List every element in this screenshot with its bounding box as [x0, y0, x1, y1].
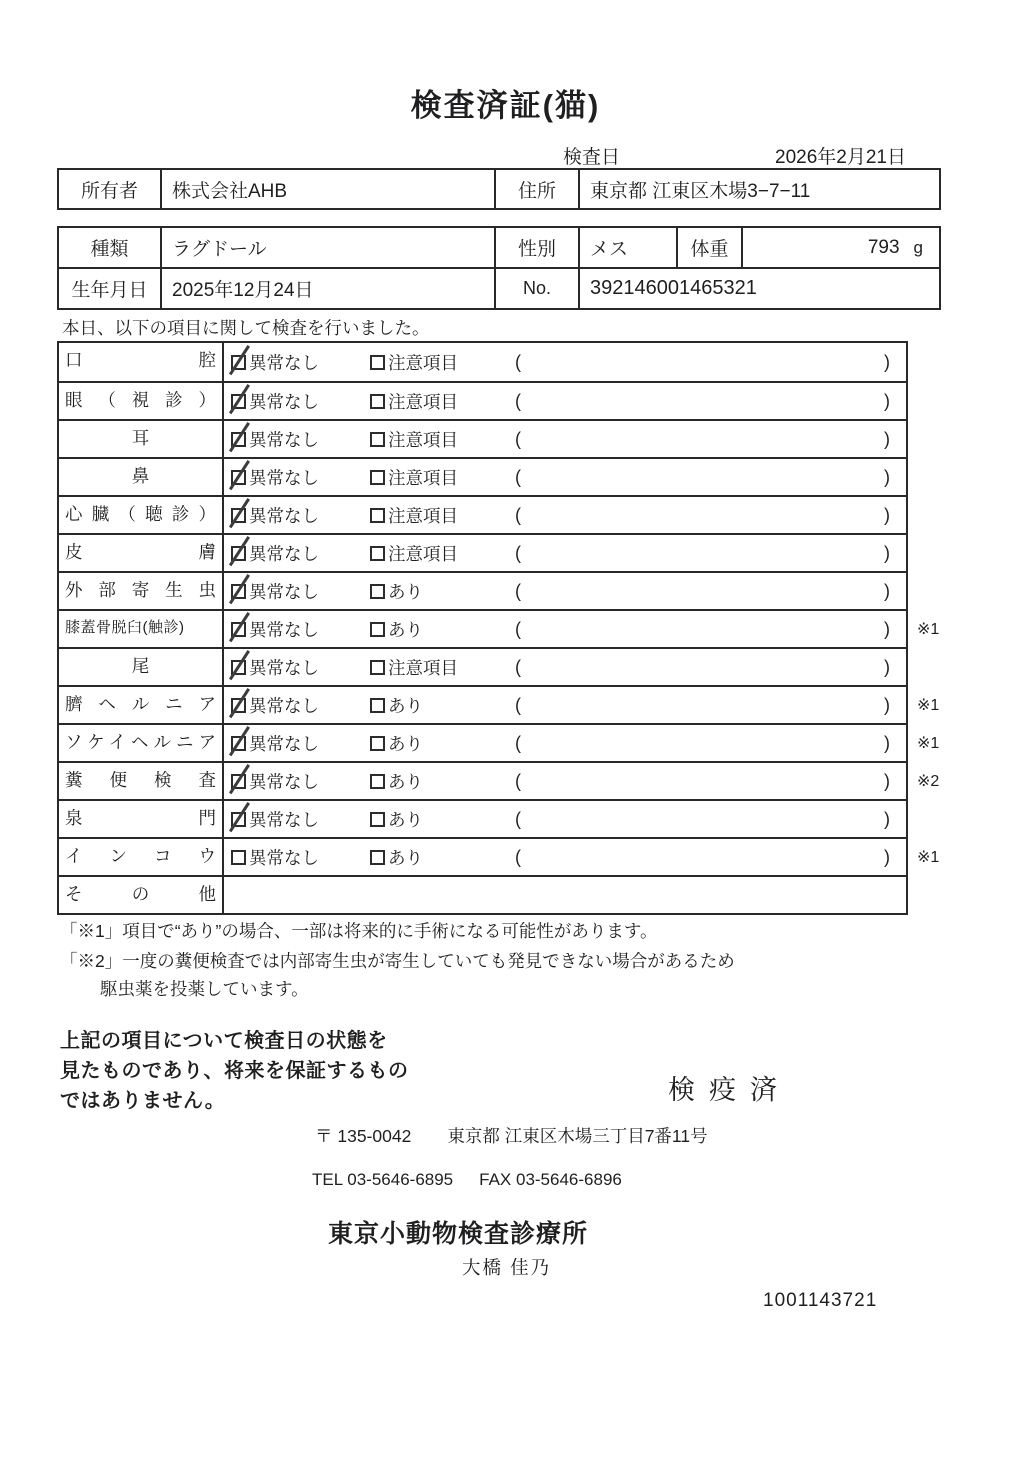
remarks-field: [515, 391, 906, 412]
issue-checkbox: [370, 470, 385, 485]
remarks-field: [515, 619, 906, 640]
no-abnormality-label: 異常なし: [249, 619, 319, 640]
no-abnormality-checkbox: [231, 546, 246, 561]
option-issue: [370, 579, 515, 604]
paren-open: (: [515, 694, 521, 715]
exam-row-content: [224, 573, 906, 609]
paren-open: (: [515, 770, 521, 791]
paren-open: (: [515, 618, 521, 639]
no-abnormality-label: 異常なし: [249, 657, 319, 678]
no-abnormality-label: 異常なし: [249, 809, 319, 830]
option-issue: [370, 655, 515, 680]
no-abnormality-checkbox: [231, 394, 246, 409]
exam-item-label: 耳: [59, 421, 224, 457]
paren-close: ): [884, 580, 890, 601]
option-issue: [370, 465, 515, 490]
paren-close: ): [884, 390, 890, 411]
exam-row: [59, 837, 940, 875]
exam-item-label: 鼻: [59, 459, 224, 495]
disclaimer-line-2: 見たものであり、将来を保証するもの: [60, 1060, 409, 1082]
paren-close: ): [884, 694, 890, 715]
owner-table: [57, 168, 941, 210]
no-abnormality-label: 異常なし: [249, 543, 319, 564]
pet-info-table: [57, 226, 941, 310]
exam-item-label: 泉門: [59, 801, 224, 837]
exam-date-value: 2026年2月21日: [775, 147, 906, 168]
paren-close: ): [884, 656, 890, 677]
exam-row: [59, 571, 906, 609]
issue-checkbox: [370, 432, 385, 447]
no-abnormality-label: 異常なし: [249, 467, 319, 488]
no-abnormality-label: 異常なし: [249, 505, 319, 526]
row-footnote-mark: ※2: [917, 773, 940, 790]
no-abnormality-checkbox: [231, 660, 246, 675]
footnote-3: 駆虫薬を投薬しています。: [100, 979, 309, 999]
issue-label: あり: [388, 771, 423, 792]
exam-row: [59, 495, 906, 533]
intro-text: 本日、以下の項目に関して検査を行いました。: [62, 318, 430, 338]
exam-row-content: [224, 839, 906, 875]
no-abnormality-checkbox: [231, 432, 246, 447]
exam-row: [59, 685, 940, 723]
option-issue: [370, 389, 515, 414]
exam-row-content: [224, 535, 906, 571]
exam-row: [59, 381, 906, 419]
option-no-abnormality: [231, 769, 370, 794]
issue-checkbox: [370, 850, 385, 865]
paren-close: ): [884, 732, 890, 753]
exam-row-content: [224, 343, 906, 381]
paren-open: (: [515, 504, 521, 525]
exam-item-label: 膝蓋骨脱臼(触診): [59, 611, 224, 647]
issue-checkbox: [370, 622, 385, 637]
row-footnote-mark: ※1: [917, 849, 940, 866]
issue-label: 注意項目: [388, 467, 458, 488]
exam-row: [59, 609, 940, 647]
row-footnote-mark: ※1: [917, 621, 940, 638]
disclaimer-line-1: 上記の項目について検査日の状態を: [60, 1030, 388, 1052]
breed-row: [59, 228, 939, 267]
exam-row: [59, 533, 906, 571]
option-issue: [370, 845, 515, 870]
weight-unit: g: [913, 237, 923, 257]
paren-close: ): [884, 466, 890, 487]
issue-label: あり: [388, 847, 423, 868]
no-abnormality-checkbox: [231, 736, 246, 751]
breed-value: ラグドール: [162, 228, 496, 267]
paren-open: (: [515, 390, 521, 411]
no-abnormality-label: 異常なし: [249, 695, 319, 716]
owner-row: [59, 170, 939, 208]
issue-checkbox: [370, 660, 385, 675]
clinic-fax: FAX 03-5646-6896: [479, 1170, 622, 1189]
paren-open: (: [515, 808, 521, 829]
exam-row-content: [224, 763, 906, 799]
issue-checkbox: [370, 774, 385, 789]
remarks-field: [515, 505, 906, 526]
birth-label: 生年月日: [59, 269, 162, 308]
option-no-abnormality: [231, 350, 370, 375]
weight-value: 793: [867, 236, 900, 258]
option-no-abnormality: [231, 389, 370, 414]
issue-label: 注意項目: [388, 543, 458, 564]
remarks-field: [515, 695, 906, 716]
paren-open: (: [515, 846, 521, 867]
exam-item-label: 糞便検査: [59, 763, 224, 799]
option-no-abnormality: [231, 579, 370, 604]
exam-item-label: 眼（視診）: [59, 383, 224, 419]
paren-close: ): [884, 846, 890, 867]
clinic-name: 東京小動物検査診療所: [328, 1220, 589, 1248]
issue-label: 注意項目: [388, 657, 458, 678]
option-no-abnormality: [231, 731, 370, 756]
issue-checkbox: [370, 812, 385, 827]
breed-label: 種類: [59, 228, 162, 267]
exam-item-label: 口腔: [59, 343, 224, 381]
no-abnormality-label: 異常なし: [249, 352, 319, 373]
exam-row: [59, 875, 906, 913]
remarks-field: [515, 657, 906, 678]
issue-label: 注意項目: [388, 505, 458, 526]
option-no-abnormality: [231, 693, 370, 718]
option-no-abnormality: [231, 465, 370, 490]
option-no-abnormality: [231, 655, 370, 680]
option-issue: [370, 731, 515, 756]
birth-value: 2025年12月24日: [162, 269, 496, 308]
no-label: No.: [496, 269, 580, 308]
option-no-abnormality: [231, 541, 370, 566]
paren-close: ): [884, 770, 890, 791]
address-label: 住所: [496, 170, 580, 208]
exam-item-label: インコウ: [59, 839, 224, 875]
exam-item-label: 皮膚: [59, 535, 224, 571]
no-abnormality-checkbox: [231, 812, 246, 827]
exam-row-content: [224, 383, 906, 419]
paren-open: (: [515, 580, 521, 601]
exam-row: [59, 419, 906, 457]
exam-table: [57, 341, 940, 915]
option-issue: [370, 693, 515, 718]
exam-row-content: [224, 459, 906, 495]
weight-label: 体重: [678, 228, 743, 267]
option-issue: [370, 541, 515, 566]
issue-label: あり: [388, 809, 423, 830]
paren-close: ): [884, 618, 890, 639]
sex-value: メス: [580, 228, 678, 267]
option-no-abnormality: [231, 617, 370, 642]
no-value: 392146001465321: [590, 277, 757, 299]
exam-row: [59, 457, 906, 495]
no-abnormality-checkbox: [231, 508, 246, 523]
option-issue: [370, 503, 515, 528]
exam-row-content: [224, 687, 906, 723]
no-abnormality-label: 異常なし: [249, 391, 319, 412]
issue-label: 注意項目: [388, 352, 458, 373]
option-issue: [370, 769, 515, 794]
paren-close: ): [884, 428, 890, 449]
quarantine-stamp: 検疫済: [668, 1075, 791, 1105]
address-value: 東京都 江東区木場3−7−11: [590, 180, 811, 202]
exam-row: [59, 723, 940, 761]
serial-number: 1001143721: [763, 1290, 878, 1311]
page-title: 検査済証(猫): [410, 88, 601, 123]
paren-open: (: [515, 351, 521, 372]
no-abnormality-label: 異常なし: [249, 847, 319, 868]
clinic-postal-line: [315, 1123, 708, 1148]
remarks-field: [515, 352, 906, 373]
footnote-1: 「※1」項目で“あり”の場合、一部は将来的に手術になる可能性があります。: [60, 921, 658, 941]
exam-row-content: [224, 421, 906, 457]
row-footnote-mark: ※1: [917, 697, 940, 714]
option-issue: [370, 807, 515, 832]
no-abnormality-checkbox: [231, 622, 246, 637]
birth-row: [59, 267, 939, 308]
paren-open: (: [515, 656, 521, 677]
exam-row: [59, 343, 906, 381]
remarks-field: [515, 467, 906, 488]
option-issue: [370, 350, 515, 375]
no-abnormality-label: 異常なし: [249, 581, 319, 602]
no-abnormality-checkbox: [231, 698, 246, 713]
disclaimer-text: [60, 1026, 409, 1116]
paren-close: ): [884, 504, 890, 525]
remarks-field: [515, 771, 906, 792]
paren-open: (: [515, 466, 521, 487]
exam-row-content: [224, 611, 906, 647]
exam-item-label: 外部寄生虫: [59, 573, 224, 609]
exam-row-content: [224, 497, 906, 533]
footnote-2: 「※2」一度の糞便検査では内部寄生虫が寄生していても発見できない場合があるため: [60, 951, 735, 971]
exam-row-content: [224, 649, 906, 685]
issue-label: 注意項目: [388, 391, 458, 412]
remarks-field: [515, 429, 906, 450]
exam-row-content: [224, 877, 906, 913]
option-no-abnormality: [231, 807, 370, 832]
remarks-field: [515, 847, 906, 868]
no-abnormality-label: 異常なし: [249, 771, 319, 792]
exam-date-label: 検査日: [563, 147, 621, 168]
issue-checkbox: [370, 584, 385, 599]
no-abnormality-label: 異常なし: [249, 429, 319, 450]
issue-checkbox: [370, 355, 385, 370]
issue-label: あり: [388, 619, 423, 640]
no-abnormality-checkbox: [231, 355, 246, 370]
issue-checkbox: [370, 698, 385, 713]
clinic-address: 東京都 江東区木場三丁目7番11号: [447, 1126, 708, 1146]
issue-label: 注意項目: [388, 429, 458, 450]
no-abnormality-checkbox: [231, 774, 246, 789]
exam-row: [59, 647, 906, 685]
issue-label: あり: [388, 733, 423, 754]
exam-item-label: 心臓（聴診）: [59, 497, 224, 533]
remarks-field: [515, 733, 906, 754]
disclaimer-line-3: ではありません。: [60, 1090, 226, 1112]
exam-row: [59, 761, 940, 799]
option-no-abnormality: [231, 845, 370, 870]
owner-value: 株式会社AHB: [162, 170, 496, 208]
issue-label: あり: [388, 581, 423, 602]
paren-open: (: [515, 732, 521, 753]
issue-label: あり: [388, 695, 423, 716]
row-footnote-mark: ※1: [917, 735, 940, 752]
option-issue: [370, 427, 515, 452]
remarks-field: [515, 809, 906, 830]
paren-close: ): [884, 808, 890, 829]
exam-item-label: 尾: [59, 649, 224, 685]
issue-checkbox: [370, 508, 385, 523]
examiner-name: 大橋 佳乃: [462, 1257, 552, 1278]
no-abnormality-label: 異常なし: [249, 733, 319, 754]
clinic-tel: TEL 03-5646-6895: [312, 1170, 454, 1189]
option-issue: [370, 617, 515, 642]
issue-checkbox: [370, 736, 385, 751]
weight-value-cell: [743, 228, 939, 267]
no-abnormality-checkbox: [231, 470, 246, 485]
clinic-tel-line: [312, 1170, 622, 1190]
exam-item-label: ソケイヘルニア: [59, 725, 224, 761]
no-abnormality-checkbox: [231, 584, 246, 599]
remarks-field: [515, 543, 906, 564]
sex-label: 性別: [496, 228, 580, 267]
option-no-abnormality: [231, 427, 370, 452]
exam-row: [59, 799, 906, 837]
no-abnormality-checkbox: [231, 850, 246, 865]
clinic-postal: 〒 135-0042: [315, 1126, 412, 1146]
issue-checkbox: [370, 394, 385, 409]
exam-item-label: その他: [59, 877, 224, 913]
exam-row-content: [224, 725, 906, 761]
owner-label: 所有者: [59, 170, 162, 208]
paren-close: ): [884, 542, 890, 563]
exam-row-content: [224, 801, 906, 837]
exam-item-label: 臍ヘルニア: [59, 687, 224, 723]
paren-close: ): [884, 351, 890, 372]
option-no-abnormality: [231, 503, 370, 528]
paren-open: (: [515, 428, 521, 449]
paren-open: (: [515, 542, 521, 563]
issue-checkbox: [370, 546, 385, 561]
remarks-field: [515, 581, 906, 602]
